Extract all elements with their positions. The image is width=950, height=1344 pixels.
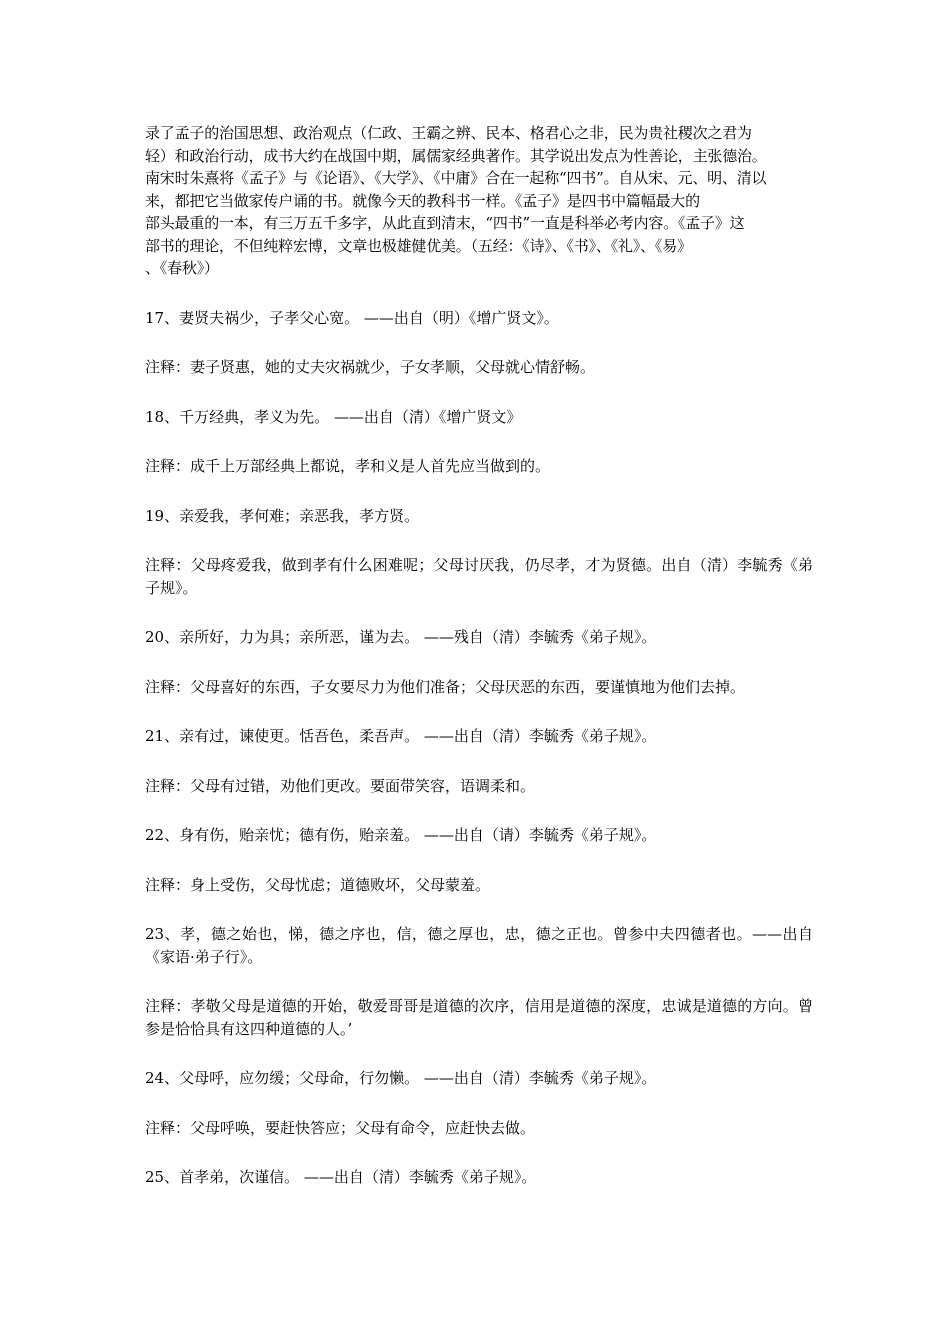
note-23: 注释：孝敬父母是道德的开始，敬爱哥哥是道德的次序，信用是道德的深度，忠诚是道德的方向。曾参是恰恰具有这四种道德的人。’ xyxy=(145,997,813,1038)
quote-18: 18、千万经典，孝义为先。 ——出自（清）《增广贤文》 xyxy=(145,407,522,426)
quote-22: 22、身有伤，贻亲忧；德有伤，贻亲羞。 ——出自（请）李毓秀《弟子规》。 xyxy=(145,826,657,844)
document-page xyxy=(145,122,813,1189)
note-24: 注释：父母呼唤，要赶快答应；父母有命令，应赶快去做。 xyxy=(145,1118,536,1137)
quote-20: 20、亲所好，力为具；亲所恶，谨为去。 ——残自（清）李毓秀《弟子规》。 xyxy=(145,628,657,646)
note-21: 注释：父母有过错，劝他们更改。要面带笑容，语调柔和。 xyxy=(145,776,536,795)
quote-24: 24、父母呼，应勿缓；父母命，行勿懒。 ——出自（清）李毓秀《弟子规》。 xyxy=(145,1069,657,1087)
quote-21: 21、亲有过，谏使更。恬吾色，柔吾声。 ——出自（清）李毓秀《弟子规》。 xyxy=(145,727,657,745)
intro-line: 南宋时朱熹将《孟子》与《论语》、《大学》、《中庸》合在一起称“四书”。自从宋、元、明、清以 xyxy=(145,169,767,187)
note-19: 注释：父母疼爱我，做到孝有什么困难呢；父母讨厌我，仍尽孝，才为贤德。出自（清）李毓秀《弟子规》。 xyxy=(145,556,813,597)
intro-line: 部头最重的一本，有三万五千多字，从此直到清末，“四书”一直是科举必考内容。《孟子》这 xyxy=(145,214,745,232)
intro-line: 、《春秋》） xyxy=(145,259,219,277)
note-22: 注释：身上受伤，父母忧虑；道德败坏，父母蒙羞。 xyxy=(145,875,491,894)
intro-line: 来，都把它当做家传户诵的书。就像今天的教科书一样。《孟子》是四书中篇幅最大的 xyxy=(145,191,700,210)
intro-paragraph xyxy=(145,122,813,280)
intro-line: 录了孟子的治国思想、政治观点（仁政、王霸之辨、民本、格君心之非，民为贵社稷次之君为 xyxy=(145,124,752,142)
note-17: 注释：妻子贤惠，她的丈夫灾祸就少，子女孝顺，父母就心情舒畅。 xyxy=(145,358,596,376)
quote-17: 17、妻贤夫祸少，子孝父心宽。 ——出自（明）《增广贤文》。 xyxy=(145,308,559,327)
quote-23: 23、孝，德之始也，悌，德之序也，信，德之厚也，忠，德之正也。曾参中夫四德者也。——出自《家语·弟子行》。 xyxy=(145,925,813,966)
quote-19: 19、亲爱我，孝何难；亲恶我，孝方贤。 xyxy=(145,506,420,525)
intro-line: 轻）和政治行动，成书大约在战国中期，属儒家经典著作。其学说出发点为性善论，主张德治。 xyxy=(145,146,767,165)
intro-line: 部书的理论，不但纯粹宏博，文章也极雄健优美。（五经：《诗》、《书》、《礼》、《易》 xyxy=(145,236,692,255)
note-20: 注释：父母喜好的东西，子女要尽力为他们准备；父母厌恶的东西，要谨慎地为他们去掉。 xyxy=(145,677,746,696)
quote-25: 25、首孝弟，次谨信。 ——出自（清）李毓秀《弟子规》。 xyxy=(145,1168,537,1186)
note-18: 注释：成千上万部经典上都说，孝和义是人首先应当做到的。 xyxy=(145,457,551,475)
